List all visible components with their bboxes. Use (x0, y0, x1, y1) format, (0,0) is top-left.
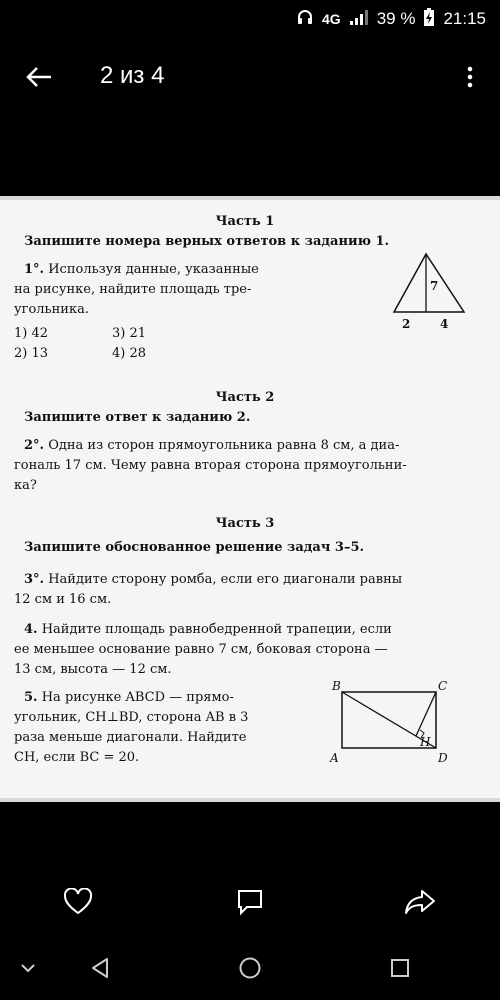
headphones-icon (296, 8, 314, 31)
task2-line3: ка? (14, 478, 37, 493)
part2-instruction: Запишите ответ к заданию 2. (24, 410, 251, 425)
task-1 (14, 260, 324, 364)
heart-icon (63, 888, 93, 916)
task3-line2: 12 см и 16 см. (14, 592, 112, 607)
nav-recents-button[interactable] (382, 952, 418, 984)
triangle-figure (382, 248, 472, 338)
task2-number: 2°. (24, 438, 45, 453)
task3-number: 3°. (24, 572, 45, 587)
part3-heading: Часть 3 (215, 516, 275, 531)
answer-option: 1) 42 (14, 326, 49, 341)
arrow-left-icon (25, 66, 53, 88)
task2-line2: гональ 17 см. Чему равна вторая сторона прямоугольни- (14, 458, 407, 473)
back-button[interactable] (22, 60, 56, 94)
network-type: 4G (322, 11, 341, 27)
signal-icon (349, 9, 369, 30)
part1-heading: Часть 1 (215, 214, 275, 229)
task1-line3: угольника. (14, 302, 89, 317)
task4-line2: ее меньшее основание равно 7 см, боковая сторона — (14, 642, 388, 657)
hide-nav-button[interactable] (10, 952, 46, 984)
task1-line1: Используя данные, указанные (48, 262, 259, 277)
rectangle-figure (324, 678, 454, 768)
vertex-b-label: B (332, 679, 341, 693)
task5-line4: CH, если BC = 20. (14, 750, 140, 765)
task5-number: 5. (24, 690, 38, 705)
task2-line1: Одна из сторон прямоугольника равна 8 см, а диа- (48, 438, 400, 453)
task-2 (14, 436, 476, 496)
task-4 (14, 620, 476, 680)
square-recents-icon (389, 957, 411, 979)
nav-back-button[interactable] (82, 952, 118, 984)
status-bar (0, 0, 500, 38)
part1-instruction: Запишите номера верных ответов к заданию 1. (24, 234, 390, 249)
task1-line2: на рисунке, найдите площадь тре- (14, 282, 252, 297)
answer-option: 4) 28 (112, 346, 147, 361)
comment-icon (235, 887, 265, 917)
triangle-right-label: 4 (440, 317, 449, 331)
task4-line1: Найдите площадь равнобедренной трапеции, если (41, 622, 392, 637)
more-vertical-icon (467, 66, 473, 88)
circle-home-icon (238, 956, 262, 980)
triangle-back-icon (90, 957, 110, 979)
task5-line3: раза меньше диагонали. Найдите (14, 730, 247, 745)
answer-option: 3) 21 (112, 326, 147, 341)
share-icon (403, 888, 437, 916)
favorite-button[interactable] (56, 880, 100, 924)
triangle-height-label: 7 (430, 279, 439, 293)
task1-number: 1°. (24, 262, 45, 277)
comment-button[interactable] (228, 880, 272, 924)
task-3 (14, 570, 476, 610)
clock: 21:15 (443, 9, 486, 28)
answer-option: 2) 13 (14, 346, 49, 361)
task5-line2: угольник, CH⊥BD, сторона AB в 3 (14, 710, 249, 725)
battery-charging-icon (423, 7, 435, 32)
task5-line1: На рисунке ABCD — прямо- (41, 690, 234, 705)
task-5 (14, 688, 314, 768)
point-h-label: H (420, 735, 431, 749)
app-bar (0, 48, 500, 104)
vertex-d-label: D (438, 751, 448, 765)
system-nav-bar (0, 944, 500, 990)
overflow-menu-button[interactable] (460, 60, 480, 94)
task4-number: 4. (24, 622, 38, 637)
share-button[interactable] (398, 880, 442, 924)
task3-line1: Найдите сторону ромба, если его диагонали равны (48, 572, 403, 587)
triangle-left-label: 2 (402, 317, 411, 331)
nav-home-button[interactable] (232, 952, 268, 984)
vertex-a-label: A (330, 751, 339, 765)
vertex-c-label: C (438, 679, 448, 693)
part2-heading: Часть 2 (215, 390, 275, 405)
page-title: 2 из 4 (100, 62, 165, 89)
action-bar (0, 880, 500, 924)
task4-line3: 13 см, высота — 12 см. (14, 662, 172, 677)
chevron-down-icon (20, 962, 36, 974)
document-image[interactable] (0, 196, 500, 802)
part3-instruction: Запишите обоснованное решение задач 3–5. (24, 540, 365, 555)
battery-percent: 39 % (376, 9, 416, 28)
